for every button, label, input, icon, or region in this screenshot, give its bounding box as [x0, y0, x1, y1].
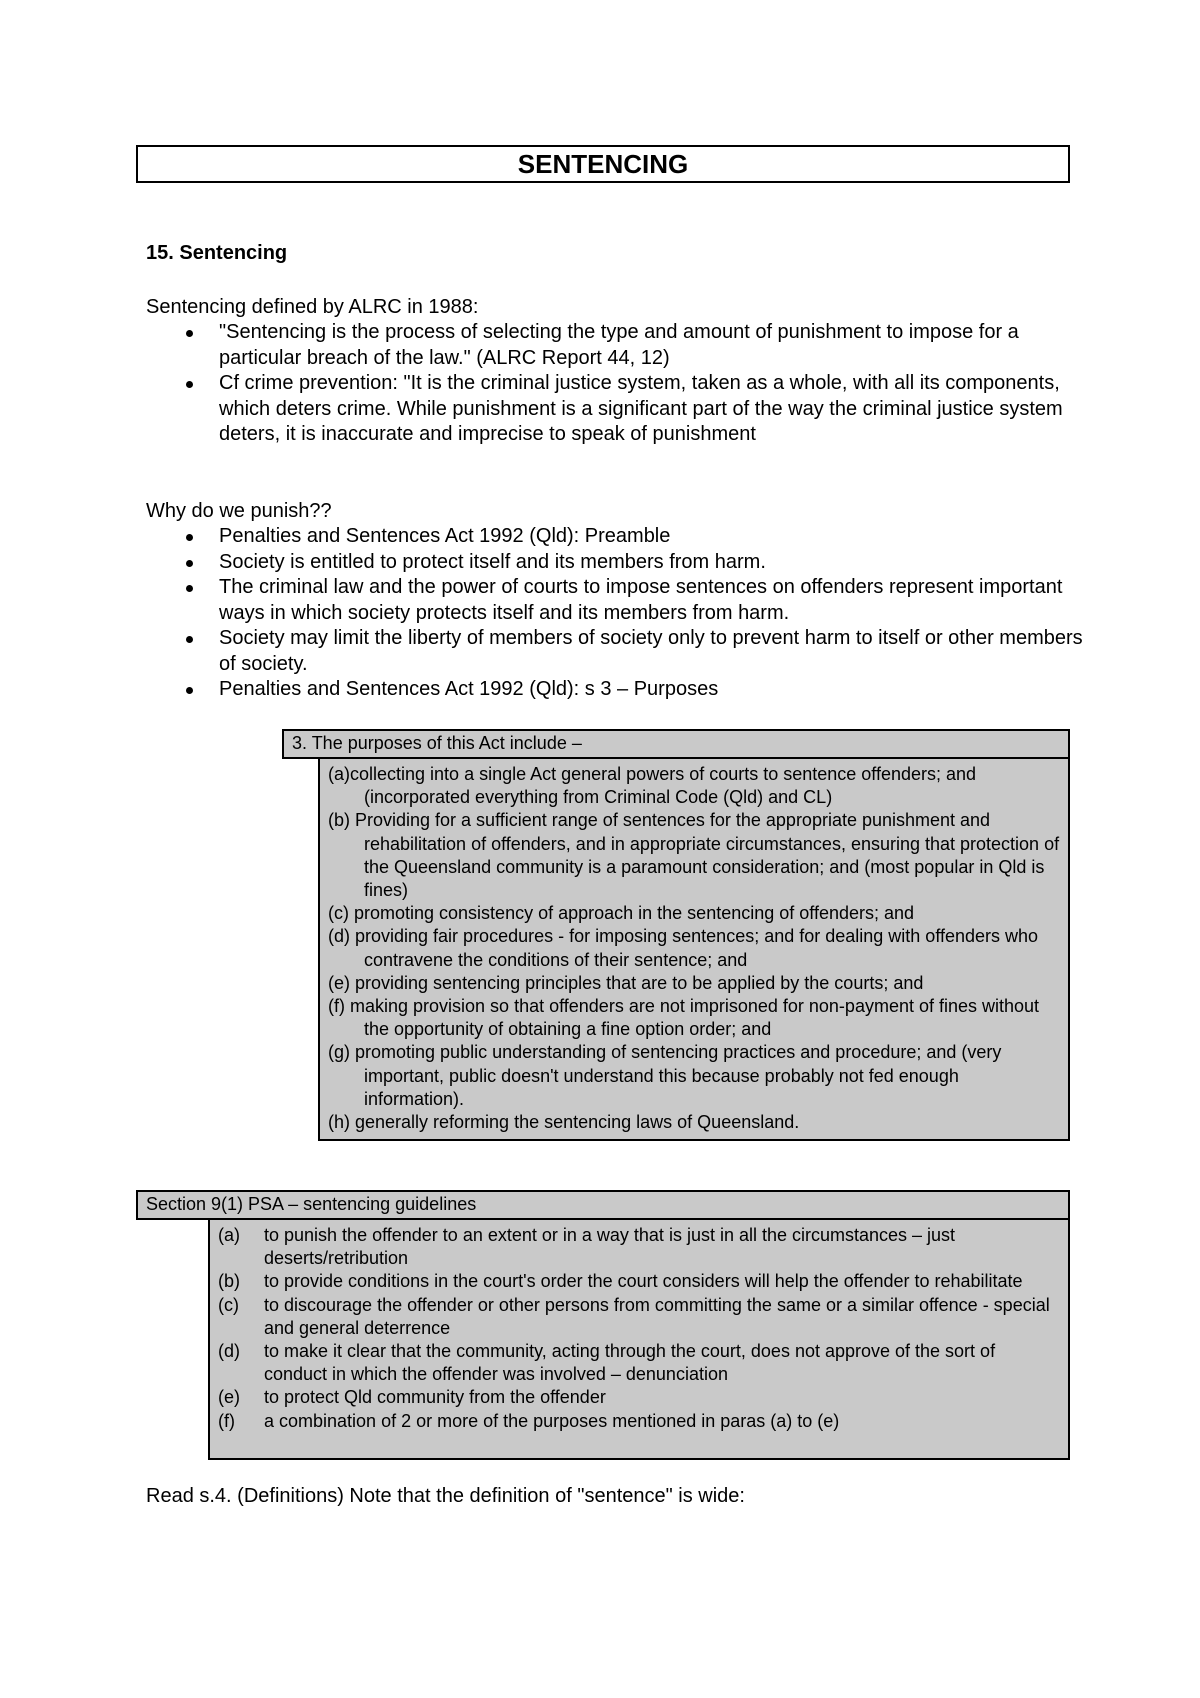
list-item: Penalties and Sentences Act 1992 (Qld): s 3 – Purposes	[146, 677, 1086, 703]
guidelines-box	[208, 1218, 1070, 1460]
list-item: "Sentencing is the process of selecting the type and amount of punishment to impose for a particular breach of the law." (ALRC Report 44, 12)	[146, 320, 1076, 371]
purpose-item: (a)collecting into a single Act general powers of courts to sentence offenders; and (incorporated everything from Criminal Code (Qld) and CL)	[328, 764, 977, 808]
guideline-item	[218, 1270, 1062, 1293]
document-title: SENTENCING	[136, 145, 1070, 183]
guideline-item	[218, 1294, 1062, 1340]
purpose-item: (d) providing fair procedures - for imposing sentences; and for dealing with offenders who contravene the conditions of their sentence; and	[328, 926, 1039, 970]
why-lead: Why do we punish??	[146, 500, 332, 522]
guideline-text: to provide conditions in the court's order the court considers will help the offender to rehabilitate	[264, 1271, 1023, 1292]
guideline-text: a combination of 2 or more of the purposes mentioned in paras (a) to (e)	[264, 1410, 840, 1431]
list-item: The criminal law and the power of courts to impose sentences on offenders represent important ways in which society protects itself and its members from harm.	[146, 575, 1086, 626]
guideline-label: (d)	[218, 1341, 240, 1362]
purpose-item: (b) Providing for a sufficient range of sentences for the appropriate punishment and rehabilitation of offenders, and in appropriate circumstances, ensuring that protection of the Queensland community is a paramount consideration; and (most popular in Qld is fines)	[328, 810, 1060, 901]
intro-lead: Sentencing defined by ALRC in 1988:	[146, 296, 479, 318]
purpose-item: (c) promoting consistency of approach in the sentencing of offenders; and	[328, 903, 915, 924]
why-bullet-list	[146, 524, 1086, 703]
guideline-label: (c)	[218, 1294, 239, 1315]
closing-note: Read s.4. (Definitions) Note that the definition of "sentence" is wide:	[146, 1485, 745, 1507]
intro-bullet-list	[146, 320, 1076, 448]
guideline-label: (a)	[218, 1225, 240, 1245]
guideline-text: to punish the offender to an extent or in a way that is just in all the circumstances – just deserts/retribution	[264, 1225, 956, 1269]
purpose-item: (h) generally reforming the sentencing laws of Queensland.	[328, 1112, 800, 1133]
list-item: Cf crime prevention: "It is the criminal justice system, taken as a whole, with all its components, which deters crime. While punishment is a significant part of the way the criminal justice system deters, it is inaccurate and imprecise to speak of punishment	[146, 371, 1076, 448]
guideline-label: (b)	[218, 1271, 240, 1292]
guideline-text: to protect Qld community from the offender	[264, 1387, 606, 1408]
purpose-item: (g) promoting public understanding of sentencing practices and procedure; and (very important, public doesn't understand this because probably not fed enough information).	[328, 1042, 1002, 1109]
guideline-item	[218, 1224, 1062, 1270]
list-item: Society may limit the liberty of members of society only to prevent harm to itself or other members of society.	[146, 626, 1086, 677]
purposes-box	[318, 757, 1070, 1141]
purpose-item: (e) providing sentencing principles that are to be applied by the courts; and	[328, 972, 924, 993]
guidelines-box-header: Section 9(1) PSA – sentencing guidelines	[136, 1190, 1070, 1220]
guideline-text: to make it clear that the community, acting through the court, does not approve of the sort of conduct in which the offender was involved – denunciation	[264, 1341, 996, 1385]
purposes-box-header: 3. The purposes of this Act include –	[282, 729, 1070, 759]
list-item: Society is entitled to protect itself and its members from harm.	[146, 550, 1086, 576]
guideline-label: (e)	[218, 1387, 240, 1408]
list-item: Penalties and Sentences Act 1992 (Qld): Preamble	[146, 524, 1086, 550]
purpose-item: (f) making provision so that offenders are not imprisoned for non-payment of fines without the opportunity of obtaining a fine option order; and	[328, 996, 1040, 1040]
section-heading: 15. Sentencing	[146, 242, 288, 264]
guideline-item	[218, 1386, 1062, 1409]
guideline-text: to discourage the offender or other persons from committing the same or a similar offence - special and general deterrence	[264, 1294, 1050, 1338]
guideline-label: (f)	[218, 1410, 235, 1431]
guideline-item	[218, 1410, 1062, 1433]
guideline-item	[218, 1340, 1062, 1386]
